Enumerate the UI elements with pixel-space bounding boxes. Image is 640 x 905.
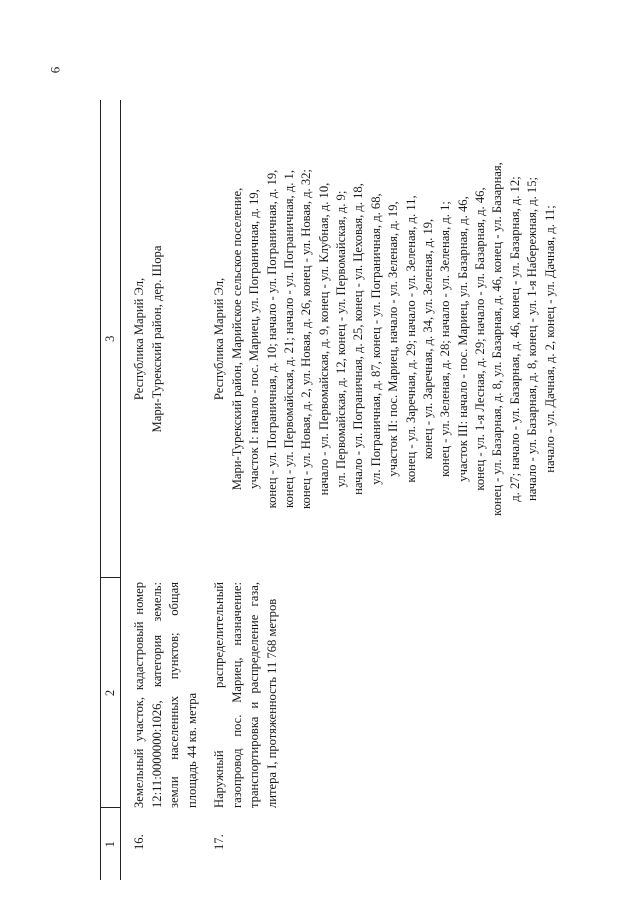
address-cell [121,100,208,578]
address-line: конец - ул. Заречная, д. 29; начало - ул. Зеленая, д. 11, [403,195,418,483]
address-line: конец - ул. Зеленая, д. 28; начало - ул. Зеленая, д. 1; [438,201,453,477]
table-row [121,100,208,880]
address-line: Республика Марий Эл, [132,277,147,401]
address-line: начало - ул. Пограничная, д. 25, конец - ул. Цеховая, д. 18, [351,183,366,495]
page-number: 6 [47,66,63,74]
address-line: д. 27; начало - ул. Базарная, д. 46, конец - ул. Базарная, д. 12; [507,176,522,502]
table-header-row [101,100,121,880]
header-col-3: 3 [101,100,121,578]
address-line: начало - ул. Первомайская, д. 9, конец - ул. Клубная, д. 10, [316,182,331,496]
header-col-1: 1 [101,808,121,880]
address-line: конец - ул. Новая, д. 2, ул. Новая, д. 26, конец - ул. Новая, д. 32; [299,169,314,509]
object-text: Наружный распределительный газопровод пос. Мариец, назначение: транспортировка и распределение газа, литера I, протяженность 11 768 метров [212,582,279,808]
row-number: 17. [212,834,227,850]
address-line: конец - ул. Пограничная, д. 10; начало - ул. Пограничная, д. 19, [264,169,279,509]
object-description [207,578,559,808]
address-line: начало - ул. Дачная, д. 2, конец - ул. Дачная, д. 11; [542,205,557,473]
address-line: конец - ул. Заречная, д. 34, ул. Зеленая, д. 19, [420,218,435,460]
header-col-2: 2 [101,578,121,808]
object-text: Земельный участок, кадастровый номер 12:11:0000000:1026, категория земель: земли населенных пунктов; общая площадь 44 кв. метра [132,582,199,808]
address-line: конец - ул. 1-я Лесная, д. 29; начало - ул. Базарная, д. 46, [473,187,487,491]
address-line: ул. Пограничная, д. 87, конец - ул. Пограничная, д. 68, [368,193,383,485]
address-line: конец - ул. Базарная, д. 8, ул. Базарная, д. 46, конец - ул. Базарная, [490,162,505,516]
address-line: конец - ул. Первомайская, д. 21; начало - ул. Пограничная, д. 1, [281,170,296,508]
object-description [121,578,208,808]
table-row [207,100,559,880]
address-line: ул. Первомайская, д. 12, конец - ул. Первомайская, д. 9; [334,190,348,488]
address-line: участок II: пос. Мариец, начало - ул. Зеленая, д. 19, [386,201,401,477]
row-number: 16. [132,834,147,850]
property-table [100,100,559,880]
address-line: начало - ул. Базарная, д. 8, конец - ул. 1-я Набережная, д. 15; [525,176,540,502]
address-line: участок I: начало - пос. Мариец, ул. Пограничная, д. 19, [247,189,262,489]
address-cell [207,100,559,578]
address-line: участок III: начало - пос. Мариец, ул. Базарная, д. 46, [455,196,470,482]
address-line: Мари-Турекский район, дер. Шора [149,245,164,433]
address-line: Мари-Турекский район, Марийское сельское поселение, [229,187,244,491]
rotated-table-container [100,100,557,880]
address-line: Республика Марий Эл, [212,277,227,401]
